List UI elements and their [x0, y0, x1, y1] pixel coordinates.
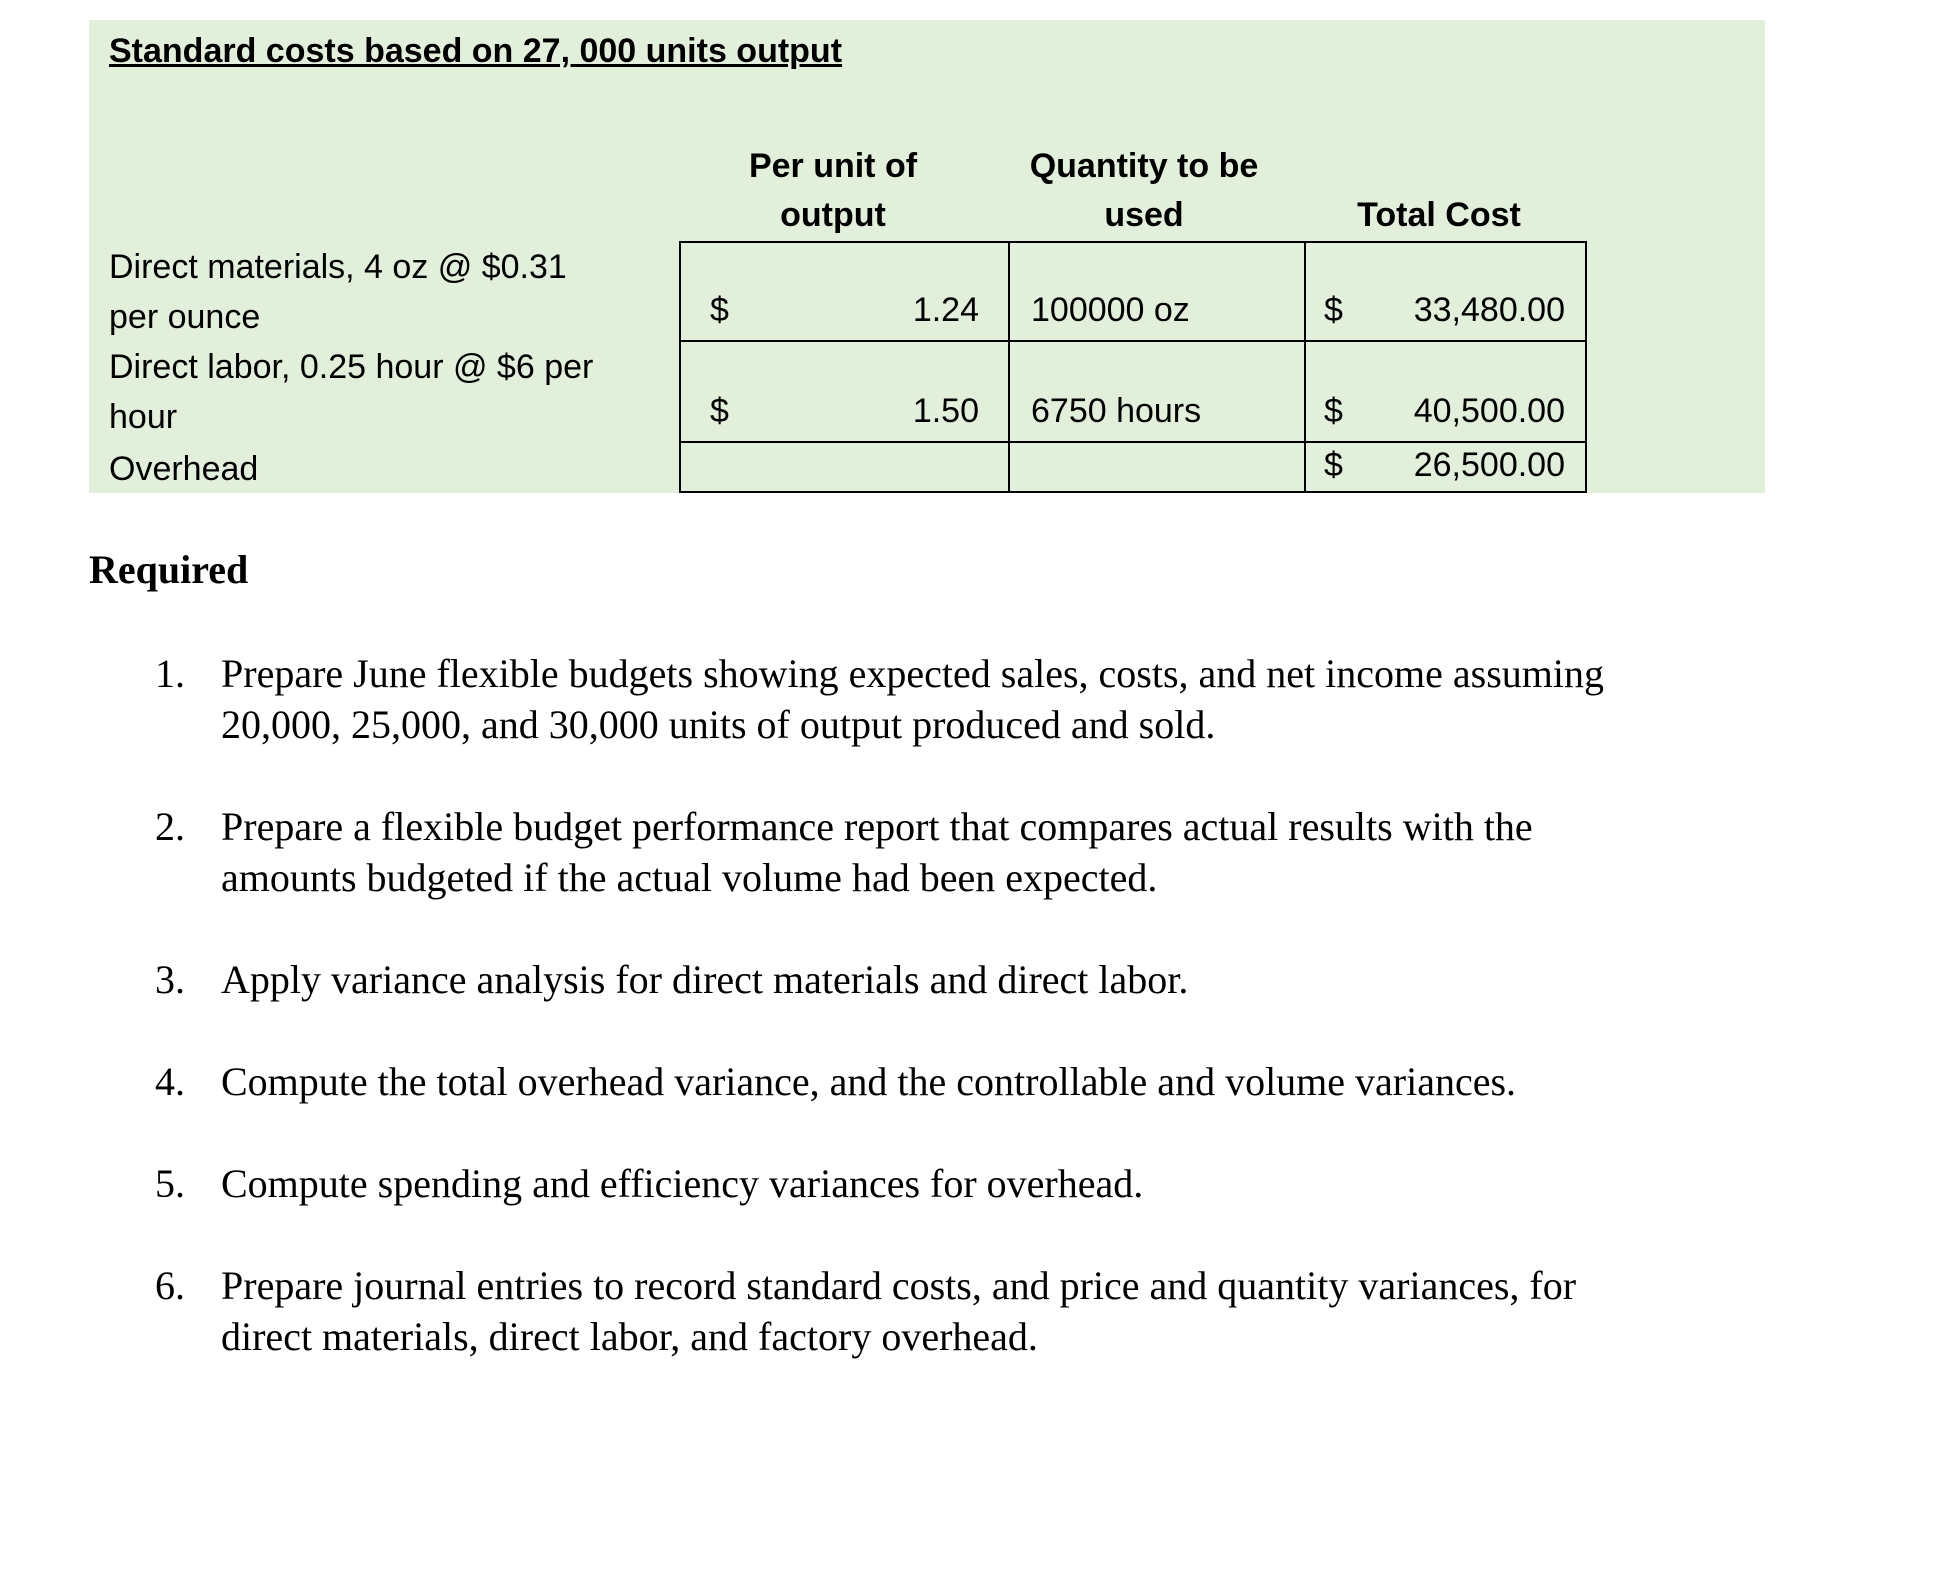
row-label-line2: per ounce	[109, 298, 261, 336]
per-unit-currency: $	[710, 392, 729, 430]
list-item	[89, 1056, 1789, 1107]
item-text-line2: amounts budgeted if the actual volume had been expected.	[221, 855, 1158, 900]
total-cost-header: Total Cost	[1357, 196, 1521, 234]
row-label-line2: hour	[109, 398, 178, 436]
item-number: 4.	[155, 1059, 185, 1104]
requirements-list	[89, 648, 1789, 1413]
item-text-line1: Compute spending and efficiency variances for overhead.	[221, 1161, 1144, 1206]
total-value: 40,500.00	[1413, 392, 1565, 430]
item-number: 6.	[155, 1263, 185, 1308]
quantity-header-line1: Quantity to be	[1029, 147, 1259, 185]
row-label-line1: Direct materials, 4 oz @ $0.31	[109, 248, 567, 286]
total-value: 33,480.00	[1413, 291, 1565, 329]
quantity-value: 6750 hours	[1031, 392, 1202, 430]
required-heading: Required	[89, 547, 249, 592]
total-currency: $	[1324, 392, 1343, 430]
list-item	[89, 1260, 1789, 1362]
item-number: 5.	[155, 1161, 185, 1206]
item-text-line1: Apply variance analysis for direct materials and direct labor.	[221, 957, 1189, 1002]
quantity-header-line2: used	[1104, 196, 1184, 234]
item-text-line1: Prepare a flexible budget performance report that compares actual results with the	[221, 804, 1533, 849]
cost-grid	[679, 241, 1587, 493]
grid-divider	[1008, 243, 1010, 491]
row-label-direct-labor	[109, 342, 593, 442]
total-currency: $	[1324, 291, 1343, 329]
item-number: 1.	[155, 651, 185, 696]
row-label-line1: Direct labor, 0.25 hour @ $6 per	[109, 348, 594, 386]
list-item	[89, 1158, 1789, 1209]
total-currency: $	[1324, 446, 1343, 484]
list-item	[89, 954, 1789, 1005]
item-text-line1: Prepare journal entries to record standard costs, and price and quantity variances, for	[221, 1263, 1577, 1308]
grid-divider	[681, 340, 1585, 342]
list-item	[89, 648, 1789, 750]
standard-costs-table	[89, 20, 1765, 493]
item-text-line2: 20,000, 25,000, and 30,000 units of output produced and sold.	[221, 702, 1216, 747]
quantity-value: 100000 oz	[1031, 291, 1190, 329]
per-unit-header-line2: output	[780, 196, 886, 234]
table-title: Standard costs based on 27, 000 units output	[109, 32, 843, 70]
item-number: 3.	[155, 957, 185, 1002]
row-label-direct-materials	[109, 242, 567, 342]
item-text-line2: direct materials, direct labor, and factory overhead.	[221, 1314, 1038, 1359]
per-unit-header	[729, 142, 937, 240]
per-unit-header-line1: Per unit of	[748, 147, 918, 185]
per-unit-value: 1.24	[912, 291, 979, 329]
item-text-line1: Prepare June flexible budgets showing expected sales, costs, and net income assuming	[221, 651, 1604, 696]
total-value: 26,500.00	[1413, 446, 1565, 484]
list-item	[89, 801, 1789, 903]
item-number: 2.	[155, 804, 185, 849]
row-label-overhead: Overhead	[109, 450, 259, 488]
quantity-header	[1009, 142, 1279, 240]
item-text-line1: Compute the total overhead variance, and the controllable and volume variances.	[221, 1059, 1517, 1104]
per-unit-value: 1.50	[912, 392, 979, 430]
grid-divider	[681, 441, 1585, 443]
grid-divider	[1304, 243, 1306, 491]
per-unit-currency: $	[710, 291, 729, 329]
